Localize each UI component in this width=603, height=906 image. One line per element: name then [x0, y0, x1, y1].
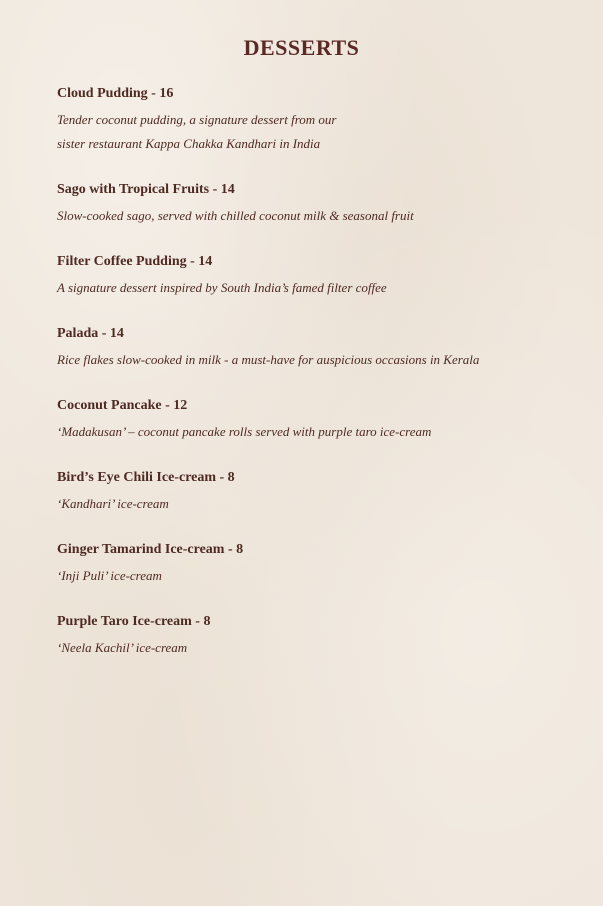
menu-item-name: Palada - 14 — [57, 326, 124, 341]
menu-item — [57, 324, 577, 372]
menu-item-name: Ginger Tamarind Ice-cream - 8 — [57, 542, 244, 557]
menu-item — [57, 252, 577, 300]
menu-item — [57, 468, 577, 516]
menu-item-description-line: ‘Neela Kachil’ ice-cream — [57, 640, 188, 655]
menu-item-description-line: Slow-cooked sago, served with chilled coconut milk & seasonal fruit — [57, 208, 414, 223]
menu-item-name: Sago with Tropical Fruits - 14 — [57, 182, 235, 197]
menu-item-name: Coconut Pancake - 12 — [57, 398, 188, 413]
menu-item-name: Purple Taro Ice-cream - 8 — [57, 614, 211, 629]
menu-item-description-line: sister restaurant Kappa Chakka Kandhari in India — [57, 136, 321, 151]
menu-item — [57, 396, 577, 444]
menu-item-description-line: A signature dessert inspired by South India’s famed filter coffee — [57, 280, 387, 295]
menu-item-description-line: ‘Madakusan’ – coconut pancake rolls served with purple taro ice-cream — [57, 424, 432, 439]
menu-item-description-line: Rice flakes slow-cooked in milk - a must-have for auspicious occasions in Kerala — [57, 352, 480, 367]
dessert-menu-list — [57, 84, 577, 684]
menu-item — [57, 180, 577, 228]
menu-item — [57, 540, 577, 588]
page-title: DESSERTS — [243, 35, 360, 60]
menu-item — [57, 84, 577, 156]
menu-item-name: Bird’s Eye Chili Ice-cream - 8 — [57, 470, 235, 485]
menu-item-description-line: Tender coconut pudding, a signature dessert from our — [57, 112, 337, 127]
menu-item-name: Cloud Pudding - 16 — [57, 86, 174, 101]
menu-item-description-line: ‘Kandhari’ ice-cream — [57, 496, 169, 511]
menu-item — [57, 612, 577, 660]
menu-item-description-line: ‘Inji Puli’ ice-cream — [57, 568, 162, 583]
menu-item-name: Filter Coffee Pudding - 14 — [57, 254, 213, 269]
